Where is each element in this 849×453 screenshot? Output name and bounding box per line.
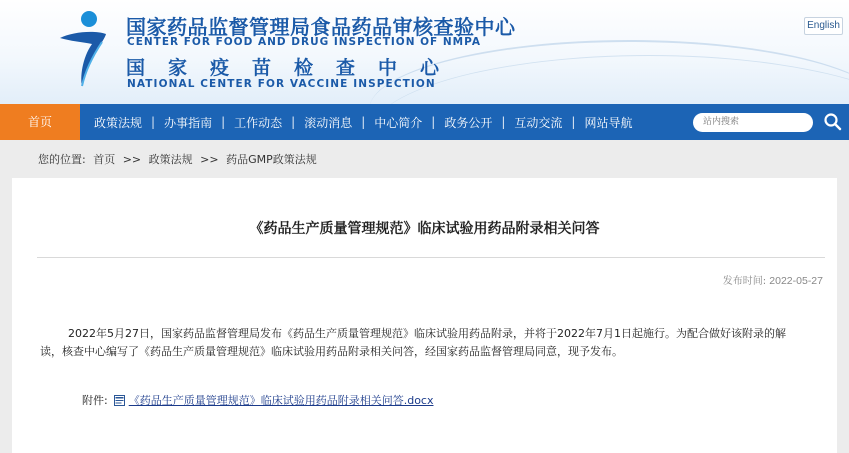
breadcrumb-label: 您的位置: [38,153,86,166]
search-icon[interactable] [823,112,843,132]
nav-separator: | [151,115,156,129]
attachment [82,392,433,408]
nav-item-home[interactable]: 首页 [0,104,80,140]
title-divider [37,257,825,258]
breadcrumb-policy[interactable]: 政策法规 [148,153,193,166]
nav-separator: | [221,115,226,129]
nav-separator: | [361,115,366,129]
site-header [0,0,849,104]
nav-separator: | [571,115,576,129]
attachment-link[interactable]: 《药品生产质量管理规范》临床试验用药品附录相关问答.docx [128,394,434,407]
search-input[interactable] [693,113,813,132]
nav-item-guide[interactable]: 办事指南 [164,115,213,130]
english-button[interactable]: English [804,17,843,35]
nav-item-news[interactable]: 滚动消息 [304,115,353,130]
word-doc-icon [114,395,125,406]
article-body [40,325,806,361]
site-title-en: CENTER FOR FOOD AND DRUG INSPECTION OF NMPA [127,36,481,48]
site-subtitle-en: NATIONAL CENTER FOR VACCINE INSPECTION [127,78,436,90]
nav-item-interact[interactable]: 互动交流 [514,115,563,130]
nav-item-sitemap[interactable]: 网站导航 [584,115,633,130]
breadcrumb [12,140,832,178]
nav-item-about[interactable]: 中心简介 [374,115,423,130]
publish-time [723,272,823,287]
publish-time-label: 发布时间: [722,276,767,287]
article-paragraph: 2022年5月27日，国家药品监督管理局发布《药品生产质量管理规范》临床试验用药品附录，并将于2022年7月1日起施行。为配合做好该附录的解读，核查中心编写了《药品生产质量管理规范》临床试验用药品附录相关问答，经国家药品监督管理局同意，现予发布。 [40,327,786,358]
nav-item-public[interactable]: 政务公开 [444,115,493,130]
breadcrumb-current[interactable]: 药品GMP政策法规 [226,153,317,166]
breadcrumb-home[interactable]: 首页 [93,153,116,166]
attachment-label: 附件: [82,394,108,407]
publish-time-value: 2022-05-27 [769,275,823,287]
nav-separator: | [431,115,436,129]
article-panel [12,178,837,453]
nav-items [85,104,641,140]
nav-separator: | [291,115,296,129]
nav-item-work[interactable]: 工作动态 [234,115,283,130]
article-title: 《药品生产质量管理规范》临床试验用药品附录相关问答 [249,221,600,237]
breadcrumb-sep: >> [200,153,219,166]
nmpa-logo-icon [58,8,110,88]
nav-item-policy[interactable]: 政策法规 [94,115,143,130]
site-title-cn: 国家药品监督管理局食品药品审核查验中心 [126,15,516,39]
nav-separator: | [501,115,506,129]
site-subtitle-cn: 国家疫苗检查中心 [126,57,463,79]
breadcrumb-sep: >> [122,153,142,166]
